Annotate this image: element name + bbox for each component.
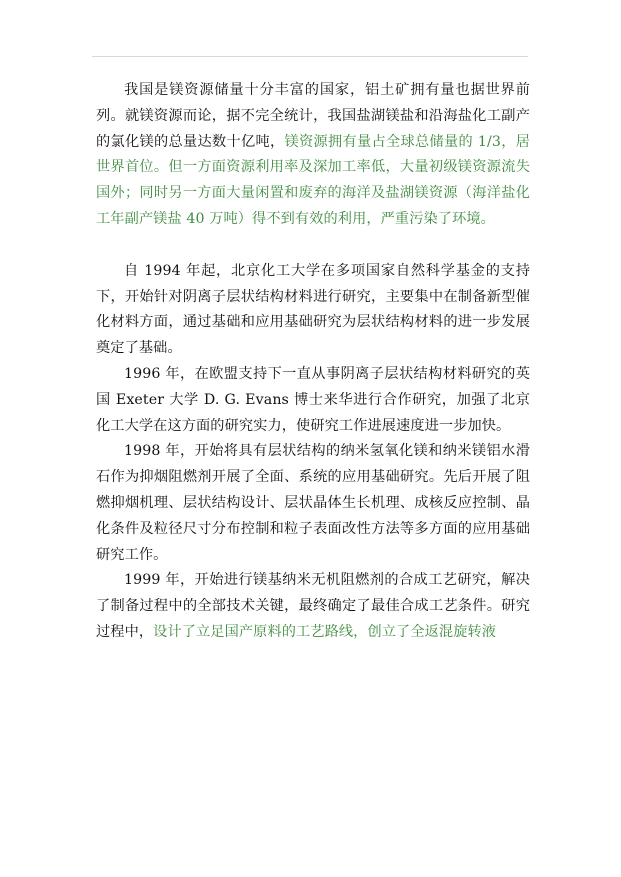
paragraph-1 (96, 78, 530, 233)
paragraph-4 (96, 439, 530, 568)
paragraph-3 (96, 362, 530, 439)
paragraph-2 (96, 259, 530, 362)
paragraph-1-highlight: 镁资源拥有量占全球总储量的 1/3，居世界首位。但一方面资源利用率及深加工率低，大量初级镁资源流失国外；同时另一方面大量闲置和废弃的海洋及盐湖镁资源（海洋盐化工年副产镁盐 40 万吨）得不到有效的利用，严重污染了环境。 (96, 133, 530, 227)
document-body (96, 78, 530, 646)
paragraph-5 (96, 568, 530, 645)
paragraph-5-highlight: 设计了立足国产原料的工艺路线，创立了全返混旋转液 (153, 623, 497, 640)
header-rule (92, 56, 528, 57)
paragraph-5-text: 1999 年，开始进行镁基纳米无机阻燃剂的合成工艺研究，解决了制备过程中的全部技术关键，最终确定了最佳合成工艺条件。研究过程中， (96, 572, 530, 640)
paragraph-3-text: 1996 年，在欧盟支持下一直从事阴离子层状结构材料研究的英国 Exeter 大学 D. G. Evans 博士来华进行合作研究，加强了北京化工大学在这方面的研究实力，使研究工作进展速度进一步加快。 (96, 365, 530, 434)
paragraph-2-text: 自 1994 年起，北京化工大学在多项国家自然科学基金的支持下，开始针对阴离子层状结构材料进行研究，主要集中在制备新型催化材料方面，通过基础和应用基础研究为层状结构材料的进一步发展奠定了基础。 (96, 262, 530, 357)
paragraph-gap (96, 233, 530, 259)
paragraph-4-text: 1998 年，开始将具有层状结构的纳米氢氧化镁和纳米镁铝水滑石作为抑烟阻燃剂开展了全面、系统的应用基础研究。先后开展了阻燃抑烟机理、层状结构设计、层状晶体生长机理、成核反应控制、晶化条件及粒径尺寸分布控制和粒子表面改性方法等多方面的应用基础研究工作。 (96, 443, 530, 563)
paragraph-1-text: 我国是镁资源储量十分丰富的国家，铝土矿拥有量也据世界前列。就镁资源而论，据不完全统计，我国盐湖镁盐和沿海盐化工副产的氯化镁的总量达数十亿吨， (96, 82, 530, 150)
